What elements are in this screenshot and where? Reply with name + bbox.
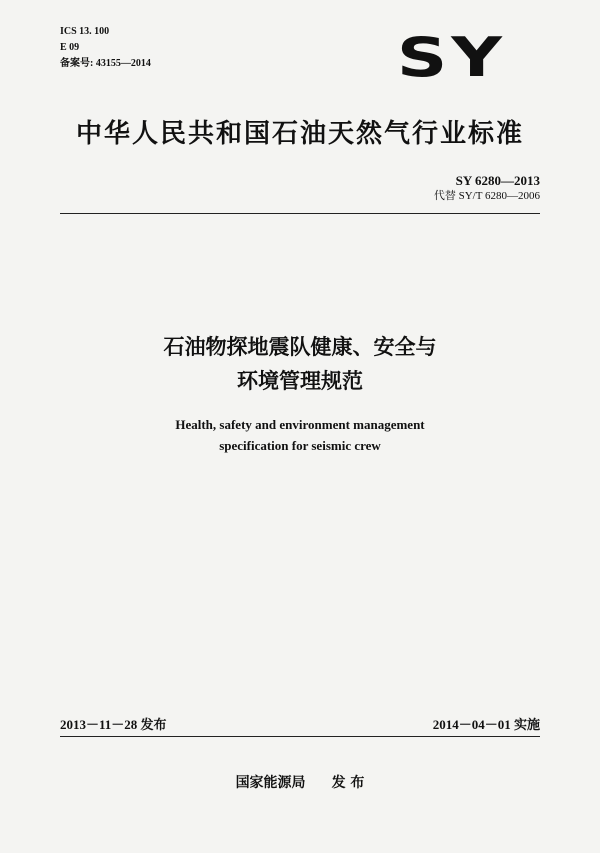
issuer-block [0, 772, 600, 792]
ics-code: ICS 13. 100 [60, 26, 110, 37]
standard-code-block [434, 172, 540, 204]
top-divider [60, 213, 540, 214]
record-number: 备案号: 43155—2014 [60, 58, 151, 69]
document-title-cn-line1: 石油物探地震队健康、安全与 [163, 335, 437, 359]
ccs-code: E 09 [60, 42, 80, 53]
issue-action: 发 布 [331, 775, 365, 791]
issuing-organization: 国家能源局 [235, 775, 306, 791]
issue-date: 2013－11－28 发布 [60, 717, 167, 732]
bottom-divider [60, 736, 540, 737]
sy-logo: SY [396, 25, 506, 90]
document-title-en-line2: specification for seismic crew [219, 438, 381, 453]
document-title-en [0, 414, 600, 456]
implementation-date: 2014－04－01 实施 [432, 717, 540, 732]
document-title-en-line1: Health, safety and environment management [175, 417, 425, 432]
replaced-standard: 代替 SY/T 6280—2006 [433, 190, 540, 202]
document-title-cn-line2: 环境管理规范 [237, 369, 363, 393]
classification-block [60, 24, 151, 72]
national-standard-title: 中华人民共和国石油天然气行业标准 [75, 119, 524, 149]
document-title-cn [0, 330, 600, 398]
standard-code: SY 6280—2013 [455, 173, 540, 188]
